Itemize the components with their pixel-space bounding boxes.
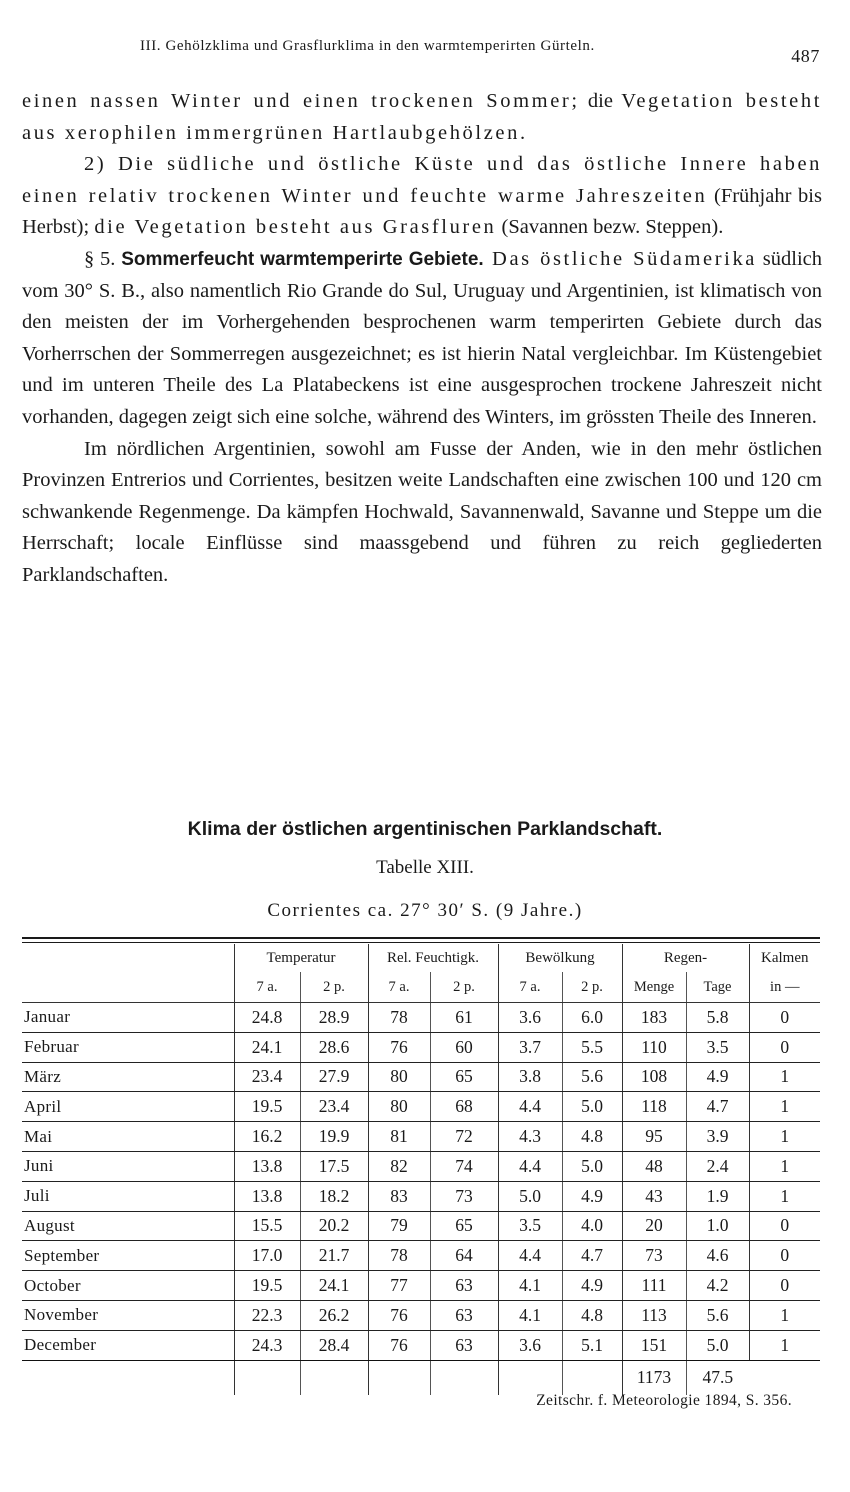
subheader-temp-7a: 7 a. — [234, 972, 300, 1003]
cell-t2: 24.1 — [300, 1271, 368, 1301]
cell-c2: 5.0 — [562, 1151, 622, 1181]
cell-h2: 63 — [430, 1330, 498, 1360]
table-row — [22, 1122, 820, 1152]
cell-c7: 4.4 — [498, 1092, 562, 1122]
month-cell — [22, 1330, 234, 1360]
cell-tage: 3.5 — [686, 1032, 749, 1062]
month-cell — [22, 1003, 234, 1033]
paragraph-1 — [22, 86, 822, 149]
header-humidity: Rel. Feuchtigk. — [368, 944, 498, 972]
cell-menge: 111 — [622, 1271, 686, 1301]
header-rain: Regen- — [622, 944, 749, 972]
table-row — [22, 1032, 820, 1062]
cell-h7: 78 — [368, 1003, 430, 1033]
cell-t7: 13.8 — [234, 1151, 300, 1181]
cell-h7: 82 — [368, 1151, 430, 1181]
cell-t2: 19.9 — [300, 1122, 368, 1152]
running-title: III. Gehölzklima und Grasflurklima in den warmtemperirten Gürteln. — [140, 38, 595, 54]
cell-t2: 28.6 — [300, 1032, 368, 1062]
table-source: Zeitschr. f. Meteorologie 1894, S. 356. — [536, 1392, 792, 1409]
table-top-rule-thin — [22, 942, 820, 943]
cell-empty — [562, 1360, 622, 1395]
subheader-temp-2p: 2 p. — [300, 972, 368, 1003]
table-title: Klima der östlichen argentinischen Parklandschaft. — [187, 818, 663, 840]
cell-h2: 65 — [430, 1211, 498, 1241]
cell-calm: 0 — [749, 1211, 820, 1241]
body-text — [22, 86, 822, 592]
cell-t2: 23.4 — [300, 1092, 368, 1122]
month-name: Mai — [24, 1126, 53, 1146]
section-number: § 5. — [84, 247, 116, 270]
page-header — [140, 34, 820, 64]
cell-t7: 13.8 — [234, 1181, 300, 1211]
cell-h2: 68 — [430, 1092, 498, 1122]
month-name: Juli — [24, 1186, 50, 1206]
cell-tage: 3.9 — [686, 1122, 749, 1152]
cell-tage: 1.9 — [686, 1181, 749, 1211]
cell-tage: 4.6 — [686, 1241, 749, 1271]
cell-c7: 3.7 — [498, 1032, 562, 1062]
cell-t7: 19.5 — [234, 1271, 300, 1301]
cell-empty — [430, 1360, 498, 1395]
paragraph-1-spaced-a: einen nassen Winter und einen trockenen Sommer; — [22, 90, 580, 112]
paragraph-4: Im nördlichen Argentinien, sowohl am Fusse der Anden, wie in den mehr östlichen Provinzen Entrerios und Corrientes, besitzen weite Landschaften eine zwischen 100 und 120 cm schwankende Regenmenge. Da kämpfen Hochwald, Savannenwald, Savanne und Steppe um die Herrschaft; locale Einflüsse sind maassgebend und führen zu reich gegliederten Parklandschaften. — [22, 437, 822, 586]
cell-c2: 5.5 — [562, 1032, 622, 1062]
cell-calm: 1 — [749, 1062, 820, 1092]
cell-menge: 95 — [622, 1122, 686, 1152]
cell-tage: 4.9 — [686, 1062, 749, 1092]
cell-empty — [749, 1360, 820, 1395]
month-name: Juni — [24, 1156, 54, 1176]
cell-h7: 80 — [368, 1062, 430, 1092]
cell-h2: 64 — [430, 1241, 498, 1271]
cell-tage: 4.2 — [686, 1271, 749, 1301]
cell-menge: 108 — [622, 1062, 686, 1092]
paragraph-3 — [22, 244, 822, 434]
paragraph-1-normal: die — [579, 90, 622, 112]
cell-h2: 60 — [430, 1032, 498, 1062]
paragraph-1-spaced-c: Vegetation besteht aus xerophilen immergrünen Hartlaubgehölzen. — [22, 90, 822, 144]
cell-t7: 24.3 — [234, 1330, 300, 1360]
cell-menge: 113 — [622, 1300, 686, 1330]
cell-t2: 28.9 — [300, 1003, 368, 1033]
month-name: Februar — [24, 1037, 79, 1057]
cell-menge: 110 — [622, 1032, 686, 1062]
table-row — [22, 1181, 820, 1211]
cell-c7: 4.4 — [498, 1151, 562, 1181]
month-cell — [22, 1181, 234, 1211]
cell-calm: 1 — [749, 1330, 820, 1360]
table-row — [22, 1151, 820, 1181]
cell-h2: 61 — [430, 1003, 498, 1033]
cell-t7: 16.2 — [234, 1122, 300, 1152]
month-name: April — [24, 1096, 62, 1116]
cell-t7: 23.4 — [234, 1062, 300, 1092]
cell-c2: 5.0 — [562, 1092, 622, 1122]
paragraph-3-latitude: südlich vom 30° — [22, 247, 823, 302]
cell-calm: 0 — [749, 1241, 820, 1271]
table-header-row — [22, 944, 820, 972]
subheader-hum-2p: 2 p. — [430, 972, 498, 1003]
table-row — [22, 1300, 820, 1330]
table-row — [22, 1062, 820, 1092]
cell-c7: 4.1 — [498, 1300, 562, 1330]
cell-h7: 76 — [368, 1032, 430, 1062]
cell-c7: 5.0 — [498, 1181, 562, 1211]
month-cell — [22, 1062, 234, 1092]
month-cell — [22, 1092, 234, 1122]
cell-tage: 1.0 — [686, 1211, 749, 1241]
table-location: Corrientes ca. 27° 30′ S. (9 Jahre.) — [267, 900, 583, 921]
month-name: December — [24, 1335, 97, 1355]
month-name: November — [24, 1305, 99, 1325]
section-heading: Sommerfeucht warmtemperirte Gebiete. — [121, 248, 484, 270]
cell-h2: 72 — [430, 1122, 498, 1152]
cell-h7: 77 — [368, 1271, 430, 1301]
cell-t2: 17.5 — [300, 1151, 368, 1181]
cell-c2: 4.7 — [562, 1241, 622, 1271]
cell-menge: 73 — [622, 1241, 686, 1271]
subheader-hum-7a: 7 a. — [368, 972, 430, 1003]
cell-h7: 83 — [368, 1181, 430, 1211]
total-rain-days: 47.5 — [686, 1360, 749, 1395]
paragraph-2-normal-d: (Savannen bezw. Steppen). — [496, 216, 724, 239]
cell-c2: 4.9 — [562, 1271, 622, 1301]
table-row — [22, 1003, 820, 1033]
cell-calm: 1 — [749, 1300, 820, 1330]
table-row — [22, 1330, 820, 1360]
cell-t7: 15.5 — [234, 1211, 300, 1241]
table-row — [22, 1271, 820, 1301]
cell-h2: 63 — [430, 1271, 498, 1301]
cell-menge: 48 — [622, 1151, 686, 1181]
cell-calm: 0 — [749, 1032, 820, 1062]
total-rain-amount: 1173 — [622, 1360, 686, 1395]
month-name: Januar — [24, 1007, 71, 1027]
month-name: September — [24, 1245, 100, 1265]
cell-t7: 22.3 — [234, 1300, 300, 1330]
cell-t7: 24.1 — [234, 1032, 300, 1062]
month-cell — [22, 1151, 234, 1181]
cell-t2: 18.2 — [300, 1181, 368, 1211]
cell-h2: 63 — [430, 1300, 498, 1330]
cell-h7: 76 — [368, 1330, 430, 1360]
cell-calm: 0 — [749, 1003, 820, 1033]
subheader-rain-amount: Menge — [622, 972, 686, 1003]
cell-c2: 4.9 — [562, 1181, 622, 1211]
table-top-rule — [22, 937, 820, 939]
cell-c7: 4.1 — [498, 1271, 562, 1301]
cell-h2: 74 — [430, 1151, 498, 1181]
cell-empty — [234, 1360, 300, 1395]
cell-c7: 4.4 — [498, 1241, 562, 1271]
cell-tage: 5.0 — [686, 1330, 749, 1360]
subheader-cloud-7a: 7 a. — [498, 972, 562, 1003]
header-temperature: Temperatur — [234, 944, 368, 972]
cell-menge: 118 — [622, 1092, 686, 1122]
paragraph-3-spaced: Das östliche Südamerika — [483, 247, 757, 270]
cell-tage: 2.4 — [686, 1151, 749, 1181]
cell-calm: 1 — [749, 1092, 820, 1122]
cell-h2: 73 — [430, 1181, 498, 1211]
month-cell — [22, 1241, 234, 1271]
cell-t2: 27.9 — [300, 1062, 368, 1092]
cell-c2: 6.0 — [562, 1003, 622, 1033]
cell-t2: 26.2 — [300, 1300, 368, 1330]
cell-c2: 4.8 — [562, 1122, 622, 1152]
subheader-cloud-2p: 2 p. — [562, 972, 622, 1003]
cell-tage: 5.6 — [686, 1300, 749, 1330]
cell-c7: 3.5 — [498, 1211, 562, 1241]
cell-tage: 4.7 — [686, 1092, 749, 1122]
cell-h7: 78 — [368, 1241, 430, 1271]
cell-empty — [22, 1360, 234, 1395]
cell-empty — [300, 1360, 368, 1395]
month-name: October — [24, 1275, 81, 1295]
cell-c2: 5.6 — [562, 1062, 622, 1092]
cell-empty — [368, 1360, 430, 1395]
cell-h7: 79 — [368, 1211, 430, 1241]
climate-table — [22, 944, 820, 1395]
month-name: März — [24, 1066, 62, 1086]
subheader-calm-unit: in — — [749, 972, 820, 1003]
cell-h7: 76 — [368, 1300, 430, 1330]
paragraph-2-spaced-c: die Vegetation besteht aus Grasfluren — [94, 216, 497, 239]
cell-t2: 21.7 — [300, 1241, 368, 1271]
cell-menge: 20 — [622, 1211, 686, 1241]
subheader-empty — [22, 972, 234, 1003]
cell-h7: 80 — [368, 1092, 430, 1122]
month-cell — [22, 1300, 234, 1330]
header-calm: Kalmen — [749, 944, 820, 972]
cell-c7: 3.6 — [498, 1003, 562, 1033]
header-cloudiness: Bewölkung — [498, 944, 622, 972]
paragraph-2-normal-b: (Frühjahr bis Herbst); — [22, 184, 822, 239]
cell-t2: 28.4 — [300, 1330, 368, 1360]
cell-h2: 65 — [430, 1062, 498, 1092]
table-subheader-row — [22, 972, 820, 1003]
table-row — [22, 1211, 820, 1241]
table-row — [22, 1241, 820, 1271]
cell-h7: 81 — [368, 1122, 430, 1152]
header-month — [22, 944, 234, 972]
month-cell — [22, 1032, 234, 1062]
cell-menge: 183 — [622, 1003, 686, 1033]
cell-tage: 5.8 — [686, 1003, 749, 1033]
paragraph-2 — [22, 149, 822, 244]
cell-t7: 24.8 — [234, 1003, 300, 1033]
cell-t7: 19.5 — [234, 1092, 300, 1122]
table-body — [22, 1003, 820, 1395]
cell-menge: 151 — [622, 1330, 686, 1360]
month-name: August — [24, 1215, 75, 1235]
cell-empty — [498, 1360, 562, 1395]
cell-c2: 5.1 — [562, 1330, 622, 1360]
month-cell — [22, 1271, 234, 1301]
cell-calm: 1 — [749, 1122, 820, 1152]
cell-calm: 1 — [749, 1181, 820, 1211]
cell-c2: 4.8 — [562, 1300, 622, 1330]
cell-calm: 1 — [749, 1151, 820, 1181]
cell-c7: 3.8 — [498, 1062, 562, 1092]
month-cell — [22, 1122, 234, 1152]
cell-t2: 20.2 — [300, 1211, 368, 1241]
cell-c2: 4.0 — [562, 1211, 622, 1241]
paragraph-2-spaced-a: 2) Die südliche und östliche Küste und das östliche Innere haben einen relativ trockenen Winter und feuchte warme Jahreszeiten — [22, 153, 822, 207]
totals-row — [22, 1360, 820, 1395]
subheader-rain-days: Tage — [686, 972, 749, 1003]
cell-c7: 3.6 — [498, 1330, 562, 1360]
paragraph-3-text: S. B., also namentlich Rio Grande do Sul, Uruguay und Argentinien, ist klimatisch von den meisten der im Vorhergehenden besprochenen warm temperirten Gebiete durch das Vorherrschen der Sommerregen ausgezeichnet; es ist hierin Natal vergleichbar. Im Küstengebiet und im unteren Theile des La Platabeckens ist eine ausgesprochen trockene Jahreszeit nicht vorhanden, dagegen zeigt sich eine solche, während des Winters, im grössten Theile des Inneren. — [22, 279, 822, 428]
month-cell — [22, 1211, 234, 1241]
cell-t7: 17.0 — [234, 1241, 300, 1271]
cell-calm: 0 — [749, 1271, 820, 1301]
page-number: 487 — [791, 46, 820, 66]
cell-c7: 4.3 — [498, 1122, 562, 1152]
table-row — [22, 1092, 820, 1122]
table-number: Tabelle XIII. — [376, 857, 474, 878]
cell-menge: 43 — [622, 1181, 686, 1211]
